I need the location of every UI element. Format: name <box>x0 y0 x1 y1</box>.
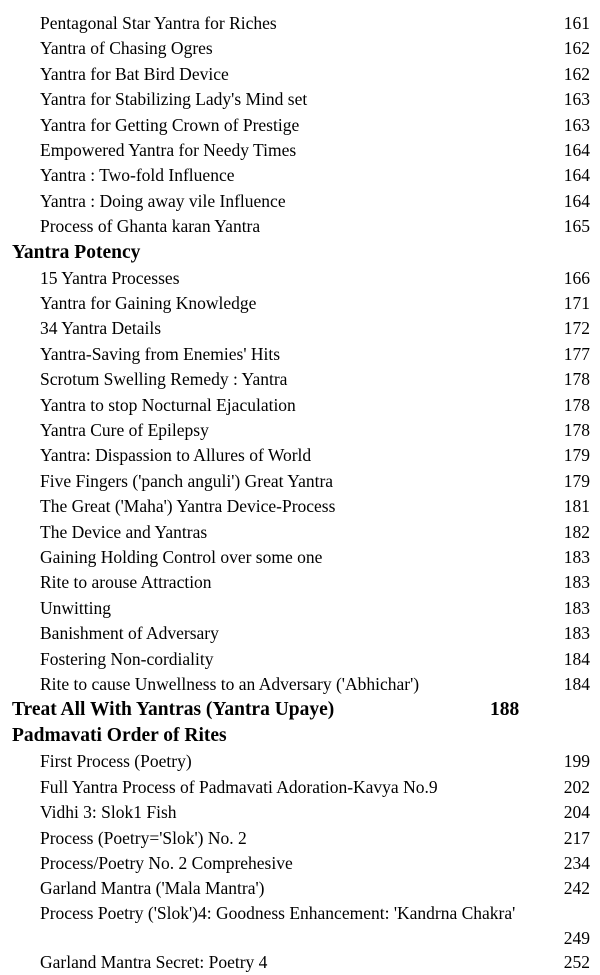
toc-section-heading <box>12 240 140 266</box>
section-title: Padmavati Order of Rites <box>12 725 227 747</box>
toc-entry <box>40 545 590 570</box>
page-number: 164 <box>563 165 590 186</box>
toc-entry <box>40 163 590 188</box>
entry-title: Process Poetry ('Slok')4: Goodness Enhancement: 'Kandrna Chakra' <box>40 902 516 923</box>
entry-title: Yantra : Doing away vile Influence <box>40 190 286 211</box>
page-number: 165 <box>563 216 590 237</box>
toc-entry <box>40 138 590 163</box>
entry-title: Fostering Non-cordiality <box>40 648 214 669</box>
toc-entry <box>40 800 590 825</box>
entry-title: Gaining Holding Control over some one <box>40 547 323 567</box>
page-number: 164 <box>563 140 590 160</box>
entry-title: Five Fingers ('panch anguli') Great Yantra <box>40 470 334 491</box>
toc-section-heading <box>12 697 520 723</box>
toc-entry <box>40 266 590 291</box>
page-number: 177 <box>563 343 590 364</box>
page-number: 242 <box>563 878 590 899</box>
entry-title: Process (Poetry='Slok') No. 2 <box>40 827 247 848</box>
page-number: 163 <box>563 89 590 110</box>
entry-title: Rite to arouse Attraction <box>40 572 212 593</box>
entry-title: Yantra to stop Nocturnal Ejaculation <box>40 394 296 415</box>
toc-entry <box>40 11 590 36</box>
toc-entry <box>40 291 590 316</box>
entry-title: Yantra Cure of Epilepsy <box>40 420 209 440</box>
entry-title: Pentagonal Star Yantra for Riches <box>40 13 277 33</box>
toc-entry <box>40 876 590 901</box>
entry-title: Yantra of Chasing Ogres <box>40 38 213 59</box>
toc-entry <box>40 367 590 392</box>
page-number: 183 <box>563 572 590 593</box>
entry-title: Yantra : Two-fold Influence <box>40 165 235 186</box>
toc-entry <box>40 520 590 545</box>
entry-title: Garland Mantra Secret: Poetry 4 <box>40 951 268 972</box>
entry-title: Rite to cause Unwellness to an Adversary ('Abhichar') <box>40 674 420 694</box>
page-number: 179 <box>563 445 590 466</box>
page-number: 202 <box>563 776 590 797</box>
page-number: 252 <box>563 951 590 972</box>
page-number: 183 <box>563 597 590 618</box>
entry-title: Full Yantra Process of Padmavati Adoration-Kavya No.9 <box>40 776 438 797</box>
page-number: 178 <box>563 369 590 390</box>
entry-title: 34 Yantra Details <box>40 318 162 339</box>
entry-title: Yantra-Saving from Enemies' Hits <box>40 343 281 364</box>
toc-entry <box>40 469 590 494</box>
section-title: Treat All With Yantras (Yantra Upaye) <box>12 699 335 721</box>
page-number: 234 <box>563 853 590 873</box>
page-number: 162 <box>563 63 590 84</box>
toc-entry <box>40 342 590 367</box>
page-number: 172 <box>563 318 590 339</box>
page-number: 188 <box>490 699 520 721</box>
toc-entry <box>40 647 590 672</box>
entry-title: Unwitting <box>40 597 111 618</box>
entry-title: Empowered Yantra for Needy Times <box>40 140 297 160</box>
toc-entry <box>40 214 590 239</box>
toc-entry <box>40 749 590 774</box>
page-number: 199 <box>563 751 590 772</box>
entry-title: Vidhi 3: Slok1 Fish <box>40 802 177 823</box>
page-number: 178 <box>563 394 590 415</box>
entry-title: Process of Ghanta karan Yantra <box>40 216 261 237</box>
toc-entry <box>40 36 590 61</box>
toc-entry <box>40 494 590 519</box>
entry-title: 15 Yantra Processes <box>40 267 180 288</box>
toc-entry <box>40 62 590 87</box>
page-number: 183 <box>563 623 590 644</box>
section-title: Yantra Potency <box>12 241 141 263</box>
page-number: 164 <box>563 190 590 211</box>
page-number: 217 <box>563 827 590 848</box>
page-number: 166 <box>563 267 590 288</box>
entry-title: Yantra for Bat Bird Device <box>40 63 229 84</box>
page-number: 249 <box>563 927 590 948</box>
toc-entry <box>40 443 590 468</box>
toc-entry <box>40 418 590 443</box>
toc-entry <box>40 596 590 621</box>
page-number: 161 <box>563 13 590 33</box>
entry-title: Garland Mantra ('Mala Mantra') <box>40 878 265 899</box>
entry-title: Scrotum Swelling Remedy : Yantra <box>40 369 288 390</box>
toc-entry <box>40 826 590 851</box>
page-number: 163 <box>563 114 590 135</box>
entry-title: Yantra for Getting Crown of Prestige <box>40 114 300 135</box>
page-number: 184 <box>563 674 590 694</box>
page-number: 171 <box>563 293 590 313</box>
toc-entry <box>40 113 590 138</box>
entry-title: Banishment of Adversary <box>40 623 219 644</box>
toc-entry <box>40 393 590 418</box>
page-number: 162 <box>563 38 590 59</box>
toc-entry <box>40 775 590 800</box>
page-number: 178 <box>563 420 590 440</box>
page-number: 183 <box>563 547 590 567</box>
entry-title: First Process (Poetry) <box>40 751 192 772</box>
toc-section-heading <box>12 723 227 749</box>
toc-entry <box>40 902 590 950</box>
page-number: 184 <box>563 648 590 669</box>
entry-title: Yantra: Dispassion to Allures of World <box>40 445 312 466</box>
toc-entry <box>40 570 590 595</box>
entry-title: Yantra for Stabilizing Lady's Mind set <box>40 89 308 110</box>
entry-title: Process/Poetry No. 2 Comprehesive <box>40 853 293 873</box>
page-number: 181 <box>563 496 590 517</box>
page-number: 204 <box>563 802 590 823</box>
page-number: 179 <box>563 470 590 491</box>
entry-title: Yantra for Gaining Knowledge <box>40 293 257 313</box>
toc-entry <box>40 189 590 214</box>
page-number: 182 <box>563 521 590 542</box>
toc-entry <box>40 851 590 876</box>
toc-entry <box>40 621 590 646</box>
toc-entry <box>40 950 590 975</box>
entry-title: The Device and Yantras <box>40 521 208 542</box>
toc-entry <box>40 672 590 697</box>
toc-entry <box>40 316 590 341</box>
entry-title: The Great ('Maha') Yantra Device-Process <box>40 496 336 517</box>
toc-entry <box>40 87 590 112</box>
